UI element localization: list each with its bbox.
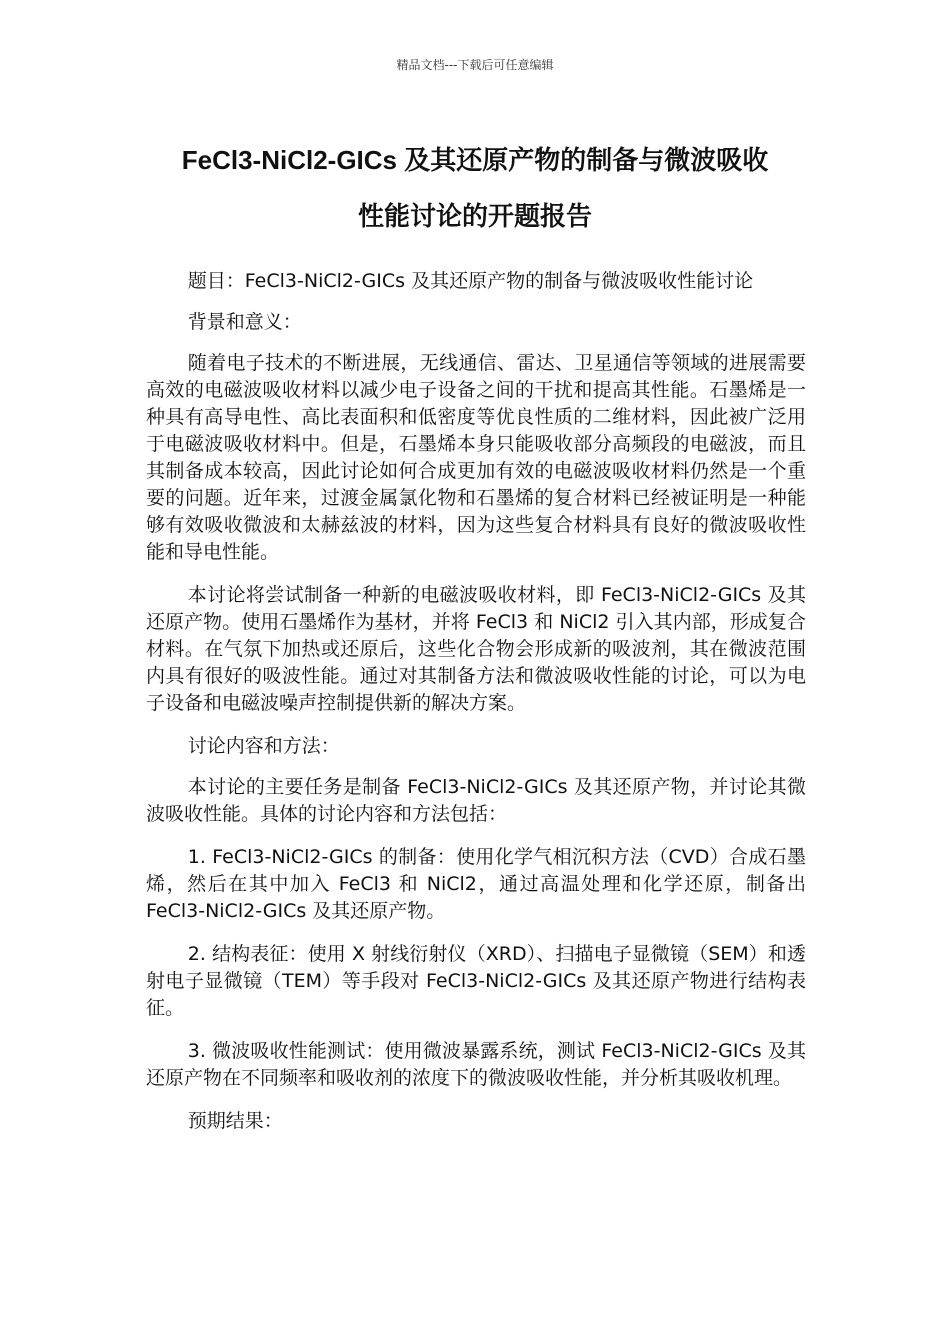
background-paragraph: 随着电子技术的不断进展，无线通信、雷达、卫星通信等领域的进展需要高效的电磁波吸收材料以减少电子设备之间的干扰和提高其性能。石墨烯是一种具有高导电性、高比表面积和低密度等优良性质的二维材料，因此被广泛用于电磁波吸收材料中。但是，石墨烯本身只能吸收部分高频段的电磁波，而且其制备成本较高，因此讨论如何合成更加有效的电磁波吸收材料仍然是一个重要的问题。近年来，过渡金属氯化物和石墨烯的复合材料已经被证明是一种能够有效吸收微波和太赫兹波的材料，因为这些复合材料具有良好的微波吸收性能和导电性能。 [146,352,806,563]
expected-results-heading: 预期结果： [187,1110,283,1132]
title-line-2: 性能讨论的开题报告 [357,201,592,231]
topic-paragraph: 题目：FeCl3-NiCl2-GICs 及其还原产物的制备与微波吸收性能讨论 [187,270,754,292]
title-line-1: FeCl3-NiCl2-GICs 及其还原产物的制备与微波吸收 [181,145,769,175]
research-plan-paragraph: 本讨论将尝试制备一种新的电磁波吸收材料，即 FeCl3-NiCl2-GICs 及其还原产物。使用石墨烯作为基材，并将 FeCl3 和 NiCl2 引入其内部，形成复合材料。在气氛下加热或还原后，这些化合物会形成新的吸波剂，其在微波范围内具有很好的吸波性能。通过对其制备方法和微波吸收性能的讨论，可以为电子设备和电磁波噪声控制提供新的解决方案。 [146,584,806,714]
method-item-2: 2. 结构表征：使用 X 射线衍射仪（XRD）、扫描电子显微镜（SEM）和透射电子显微镜（TEM）等手段对 FeCl3-NiCl2-GICs 及其还原产物进行结构表征。 [146,943,806,1019]
content-methods-heading: 讨论内容和方法： [187,735,340,757]
document-body [146,268,806,1149]
main-task-paragraph: 本讨论的主要任务是制备 FeCl3-NiCl2-GICs 及其还原产物，并讨论其微波吸收性能。具体的讨论内容和方法包括： [146,776,806,825]
background-heading: 背景和意义： [187,311,302,333]
header-note: 精品文档---下载后可任意编辑 [396,58,554,72]
method-item-1: 1. FeCl3-NiCl2-GICs 的制备：使用化学气相沉积方法（CVD）合成石墨烯，然后在其中加入 FeCl3 和 NiCl2，通过高温处理和化学还原，制备出 FeCl3-NiCl2-GICs 及其还原产物。 [146,846,806,922]
document-title [120,132,830,244]
method-item-3: 3. 微波吸收性能测试：使用微波暴露系统，测试 FeCl3-NiCl2-GICs 及其还原产物在不同频率和吸收剂的浓度下的微波吸收性能，并分析其吸收机理。 [146,1040,806,1089]
